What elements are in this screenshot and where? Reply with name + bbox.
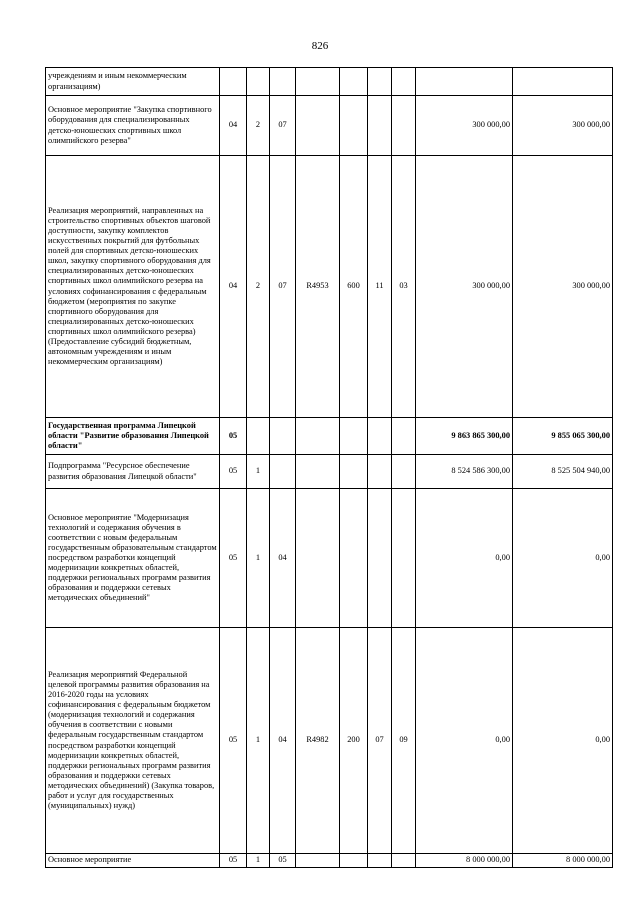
code-expense-type [340,418,368,455]
row-name: Основное мероприятие "Модернизация технологий и содержания обучения в соответствии с новым федеральным государственным образовательным стандартом посредством разработки концепций модернизации конкретных областей, поддержки региональных программ развития образования и поддержки сетевых методических объединений" [46,489,220,628]
code-section [368,418,392,455]
code-direction [296,418,340,455]
row-name: Государственная программа Липецкой области "Развитие образования Липецкой области" [46,418,220,455]
code-subprogram: 2 [247,96,270,156]
code-subprogram: 1 [247,489,270,628]
amount-year-2: 8 525 504 940,00 [513,455,613,489]
code-subsection: 09 [392,628,416,854]
code-section [368,854,392,868]
table-row [46,156,613,418]
code-direction [296,489,340,628]
code-program [220,68,247,96]
amount-year-2: 0,00 [513,489,613,628]
code-section [368,455,392,489]
code-expense-type [340,489,368,628]
table-row [46,854,613,868]
code-subprogram: 1 [247,455,270,489]
code-section: 07 [368,628,392,854]
amount-year-1: 8 000 000,00 [416,854,513,868]
code-subsection [392,418,416,455]
code-subsection: 03 [392,156,416,418]
table-row [46,489,613,628]
code-activity [270,418,296,455]
amount-year-2: 300 000,00 [513,96,613,156]
code-activity: 07 [270,96,296,156]
row-name: Основное мероприятие "Закупка спортивного оборудования для специализированных детско-юношеских спортивных школ олимпийского резерва" [46,96,220,156]
code-direction [296,455,340,489]
code-section [368,96,392,156]
code-section [368,68,392,96]
code-section [368,489,392,628]
code-activity [270,455,296,489]
table-row [46,96,613,156]
code-direction [296,96,340,156]
code-subprogram [247,68,270,96]
code-program: 05 [220,854,247,868]
amount-year-2: 0,00 [513,628,613,854]
code-subprogram: 1 [247,628,270,854]
budget-table [45,67,613,868]
table-row [46,455,613,489]
amount-year-1: 0,00 [416,489,513,628]
code-activity [270,68,296,96]
code-subsection [392,96,416,156]
code-expense-type [340,68,368,96]
code-subsection [392,854,416,868]
code-activity: 04 [270,628,296,854]
row-name: Реализация мероприятий Федеральной целевой программы развития образования на 2016-2020 годы на условиях софинансирования с федеральным бюджетом (модернизация технологий и содержания обучения в соответствии с новыми федеральным государственным стандартом посредством разработки концепций модернизации конкретных областей, поддержки региональных программ развития образования и поддержки сетевых методических объединений) (Закупка товаров, работ и услуг для государственных (муниципальных) нужд) [46,628,220,854]
row-name: Реализация мероприятий, направленных на строительство спортивных объектов шаговой доступности, закупку комплектов искусственных покрытий для футбольных полей для спортивных детско-юношеских школ, закупку спортивного оборудования для специализированных детско-юношеских спортивных школ олимпийского резерва на условиях софинансирования с федеральным бюджетом (мероприятия по закупке спортивного оборудования для специализированных детско-юношеских спортивных школ олимпийского резерва) (Предоставление субсидий бюджетным, автономным учреждениям и иным некоммерческим организациям) [46,156,220,418]
table-body [46,68,613,868]
code-subsection [392,489,416,628]
amount-year-1: 9 863 865 300,00 [416,418,513,455]
amount-year-1: 8 524 586 300,00 [416,455,513,489]
code-expense-type [340,96,368,156]
code-direction: R4982 [296,628,340,854]
row-name: Подпрограмма "Ресурсное обеспечение развития образования Липецкой области" [46,455,220,489]
code-program: 04 [220,156,247,418]
code-subprogram [247,418,270,455]
amount-year-1: 300 000,00 [416,96,513,156]
code-expense-type: 200 [340,628,368,854]
code-program: 04 [220,96,247,156]
code-activity: 05 [270,854,296,868]
table-row [46,418,613,455]
code-expense-type [340,455,368,489]
code-program: 05 [220,628,247,854]
amount-year-2 [513,68,613,96]
code-program: 05 [220,455,247,489]
amount-year-2: 300 000,00 [513,156,613,418]
code-program: 05 [220,489,247,628]
amount-year-2: 9 855 065 300,00 [513,418,613,455]
amount-year-1: 0,00 [416,628,513,854]
code-section: 11 [368,156,392,418]
row-name: учреждениям и иным некоммерческим организациям) [46,68,220,96]
code-direction [296,854,340,868]
table-row [46,68,613,96]
amount-year-2: 8 000 000,00 [513,854,613,868]
code-expense-type [340,854,368,868]
code-subprogram: 2 [247,156,270,418]
code-subsection [392,455,416,489]
code-expense-type: 600 [340,156,368,418]
code-program: 05 [220,418,247,455]
code-activity: 04 [270,489,296,628]
code-activity: 07 [270,156,296,418]
code-subprogram: 1 [247,854,270,868]
table-row [46,628,613,854]
code-direction [296,68,340,96]
amount-year-1: 300 000,00 [416,156,513,418]
code-subsection [392,68,416,96]
amount-year-1 [416,68,513,96]
page-number: 826 [311,40,329,52]
row-name: Основное мероприятие [46,854,220,868]
code-direction: R4953 [296,156,340,418]
